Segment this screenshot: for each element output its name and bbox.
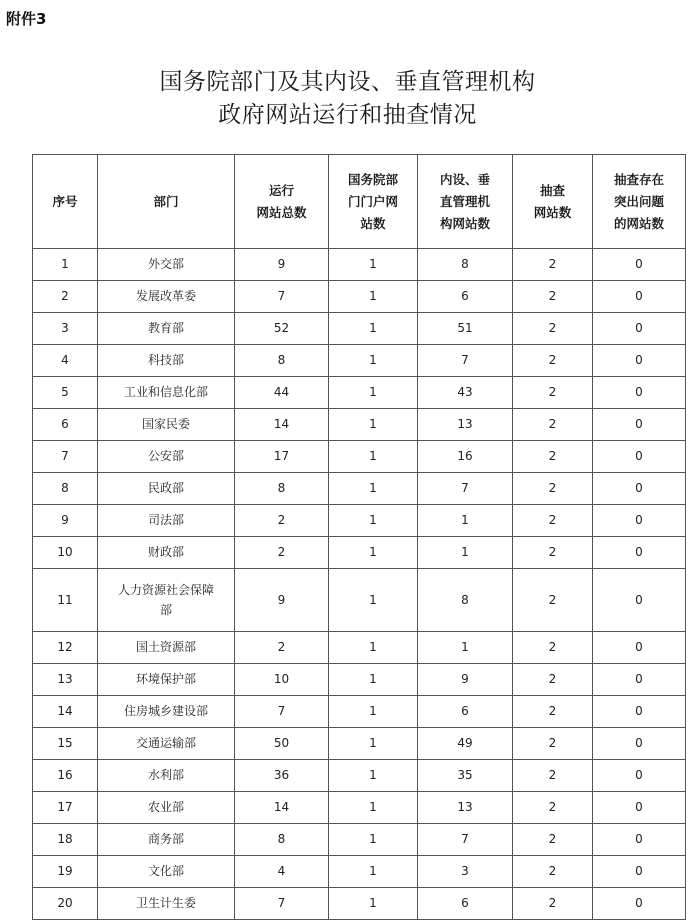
cell-total-sites: 36 [235,760,329,792]
header-department: 部门 [98,155,235,249]
cell-portal-sites: 1 [329,249,418,281]
attachment-label: 附件3 [6,10,47,28]
cell-total-sites: 14 [235,792,329,824]
cell-total-sites: 44 [235,377,329,409]
cell-total-sites: 2 [235,537,329,569]
cell-department: 人力资源社会保障 部 [98,569,235,632]
cell-index: 12 [33,632,98,664]
cell-total-sites: 8 [235,345,329,377]
table-row [33,760,686,792]
cell-portal-sites: 1 [329,473,418,505]
table-row [33,632,686,664]
cell-subordinate-sites: 49 [418,728,513,760]
cell-department: 国家民委 [98,409,235,441]
cell-total-sites: 7 [235,696,329,728]
cell-problem-sites: 0 [593,888,686,920]
cell-subordinate-sites: 7 [418,473,513,505]
cell-total-sites: 9 [235,249,329,281]
cell-total-sites: 8 [235,824,329,856]
cell-index: 18 [33,824,98,856]
cell-index: 10 [33,537,98,569]
cell-portal-sites: 1 [329,888,418,920]
table-row [33,728,686,760]
cell-problem-sites: 0 [593,569,686,632]
cell-total-sites: 9 [235,569,329,632]
cell-problem-sites: 0 [593,505,686,537]
cell-problem-sites: 0 [593,409,686,441]
cell-sampled-sites: 2 [513,632,593,664]
cell-problem-sites: 0 [593,313,686,345]
cell-problem-sites: 0 [593,632,686,664]
cell-sampled-sites: 2 [513,537,593,569]
cell-index: 4 [33,345,98,377]
cell-subordinate-sites: 35 [418,760,513,792]
cell-total-sites: 4 [235,856,329,888]
cell-portal-sites: 1 [329,377,418,409]
cell-portal-sites: 1 [329,313,418,345]
cell-total-sites: 7 [235,281,329,313]
cell-index: 1 [33,249,98,281]
cell-department: 科技部 [98,345,235,377]
table-row [33,281,686,313]
cell-index: 7 [33,441,98,473]
table-row [33,888,686,920]
cell-subordinate-sites: 6 [418,696,513,728]
cell-total-sites: 14 [235,409,329,441]
cell-subordinate-sites: 1 [418,632,513,664]
cell-department: 住房城乡建设部 [98,696,235,728]
cell-subordinate-sites: 3 [418,856,513,888]
cell-department: 国土资源部 [98,632,235,664]
cell-department: 民政部 [98,473,235,505]
cell-problem-sites: 0 [593,728,686,760]
header-portal-sites: 国务院部 门门户网 站数 [329,155,418,249]
cell-total-sites: 52 [235,313,329,345]
cell-problem-sites: 0 [593,281,686,313]
cell-department: 外交部 [98,249,235,281]
cell-problem-sites: 0 [593,792,686,824]
table-header-row [33,155,686,249]
table-row [33,664,686,696]
header-subordinate-sites: 内设、垂 直管理机 构网站数 [418,155,513,249]
cell-department: 农业部 [98,792,235,824]
cell-sampled-sites: 2 [513,313,593,345]
cell-portal-sites: 1 [329,856,418,888]
table-row [33,441,686,473]
cell-department: 水利部 [98,760,235,792]
cell-problem-sites: 0 [593,696,686,728]
cell-sampled-sites: 2 [513,377,593,409]
cell-sampled-sites: 2 [513,249,593,281]
cell-department: 财政部 [98,537,235,569]
cell-problem-sites: 0 [593,249,686,281]
cell-sampled-sites: 2 [513,856,593,888]
table-row [33,856,686,888]
cell-subordinate-sites: 7 [418,345,513,377]
cell-index: 2 [33,281,98,313]
cell-sampled-sites: 2 [513,696,593,728]
cell-department: 文化部 [98,856,235,888]
header-index: 序号 [33,155,98,249]
cell-sampled-sites: 2 [513,345,593,377]
cell-index: 14 [33,696,98,728]
cell-index: 3 [33,313,98,345]
cell-problem-sites: 0 [593,760,686,792]
cell-portal-sites: 1 [329,441,418,473]
cell-subordinate-sites: 9 [418,664,513,696]
cell-subordinate-sites: 51 [418,313,513,345]
cell-portal-sites: 1 [329,728,418,760]
cell-subordinate-sites: 6 [418,888,513,920]
cell-department: 司法部 [98,505,235,537]
table-row [33,313,686,345]
document-title-line-1: 国务院部门及其内设、垂直管理机构 [159,69,536,95]
cell-department: 商务部 [98,824,235,856]
cell-portal-sites: 1 [329,345,418,377]
cell-problem-sites: 0 [593,537,686,569]
cell-portal-sites: 1 [329,664,418,696]
table-row [33,377,686,409]
cell-total-sites: 17 [235,441,329,473]
table-row [33,505,686,537]
cell-index: 20 [33,888,98,920]
cell-total-sites: 8 [235,473,329,505]
cell-subordinate-sites: 7 [418,824,513,856]
cell-sampled-sites: 2 [513,569,593,632]
cell-subordinate-sites: 8 [418,249,513,281]
cell-problem-sites: 0 [593,473,686,505]
header-sampled-sites: 抽查 网站数 [513,155,593,249]
cell-subordinate-sites: 6 [418,281,513,313]
cell-portal-sites: 1 [329,696,418,728]
cell-subordinate-sites: 13 [418,792,513,824]
cell-sampled-sites: 2 [513,728,593,760]
cell-index: 17 [33,792,98,824]
table-row [33,792,686,824]
cell-portal-sites: 1 [329,760,418,792]
cell-index: 8 [33,473,98,505]
table-row [33,473,686,505]
cell-total-sites: 2 [235,505,329,537]
cell-sampled-sites: 2 [513,409,593,441]
cell-department: 教育部 [98,313,235,345]
table-row [33,409,686,441]
cell-sampled-sites: 2 [513,760,593,792]
cell-portal-sites: 1 [329,537,418,569]
cell-subordinate-sites: 1 [418,537,513,569]
cell-portal-sites: 1 [329,569,418,632]
cell-sampled-sites: 2 [513,441,593,473]
cell-index: 9 [33,505,98,537]
cell-index: 6 [33,409,98,441]
table-row [33,569,686,632]
table-row [33,345,686,377]
cell-total-sites: 7 [235,888,329,920]
cell-problem-sites: 0 [593,345,686,377]
header-problem-sites: 抽查存在 突出问题 的网站数 [593,155,686,249]
cell-index: 11 [33,569,98,632]
cell-subordinate-sites: 16 [418,441,513,473]
document-title-line-2: 政府网站运行和抽查情况 [218,102,477,128]
cell-problem-sites: 0 [593,441,686,473]
cell-subordinate-sites: 13 [418,409,513,441]
header-total-sites: 运行 网站总数 [235,155,329,249]
cell-sampled-sites: 2 [513,505,593,537]
table-row [33,249,686,281]
cell-portal-sites: 1 [329,281,418,313]
cell-sampled-sites: 2 [513,473,593,505]
cell-total-sites: 2 [235,632,329,664]
cell-sampled-sites: 2 [513,824,593,856]
cell-problem-sites: 0 [593,856,686,888]
cell-problem-sites: 0 [593,377,686,409]
cell-total-sites: 10 [235,664,329,696]
websites-table [32,154,686,920]
cell-sampled-sites: 2 [513,888,593,920]
table-row [33,696,686,728]
table-row [33,824,686,856]
cell-subordinate-sites: 8 [418,569,513,632]
cell-portal-sites: 1 [329,824,418,856]
cell-department: 卫生计生委 [98,888,235,920]
cell-sampled-sites: 2 [513,792,593,824]
cell-department: 工业和信息化部 [98,377,235,409]
cell-subordinate-sites: 43 [418,377,513,409]
cell-index: 16 [33,760,98,792]
cell-department: 交通运输部 [98,728,235,760]
cell-portal-sites: 1 [329,792,418,824]
cell-index: 5 [33,377,98,409]
cell-portal-sites: 1 [329,409,418,441]
cell-total-sites: 50 [235,728,329,760]
cell-problem-sites: 0 [593,664,686,696]
cell-department: 公安部 [98,441,235,473]
cell-index: 15 [33,728,98,760]
table-row [33,537,686,569]
cell-problem-sites: 0 [593,824,686,856]
cell-department: 发展改革委 [98,281,235,313]
cell-index: 19 [33,856,98,888]
cell-sampled-sites: 2 [513,664,593,696]
cell-portal-sites: 1 [329,632,418,664]
cell-index: 13 [33,664,98,696]
cell-department: 环境保护部 [98,664,235,696]
cell-sampled-sites: 2 [513,281,593,313]
cell-portal-sites: 1 [329,505,418,537]
cell-subordinate-sites: 1 [418,505,513,537]
